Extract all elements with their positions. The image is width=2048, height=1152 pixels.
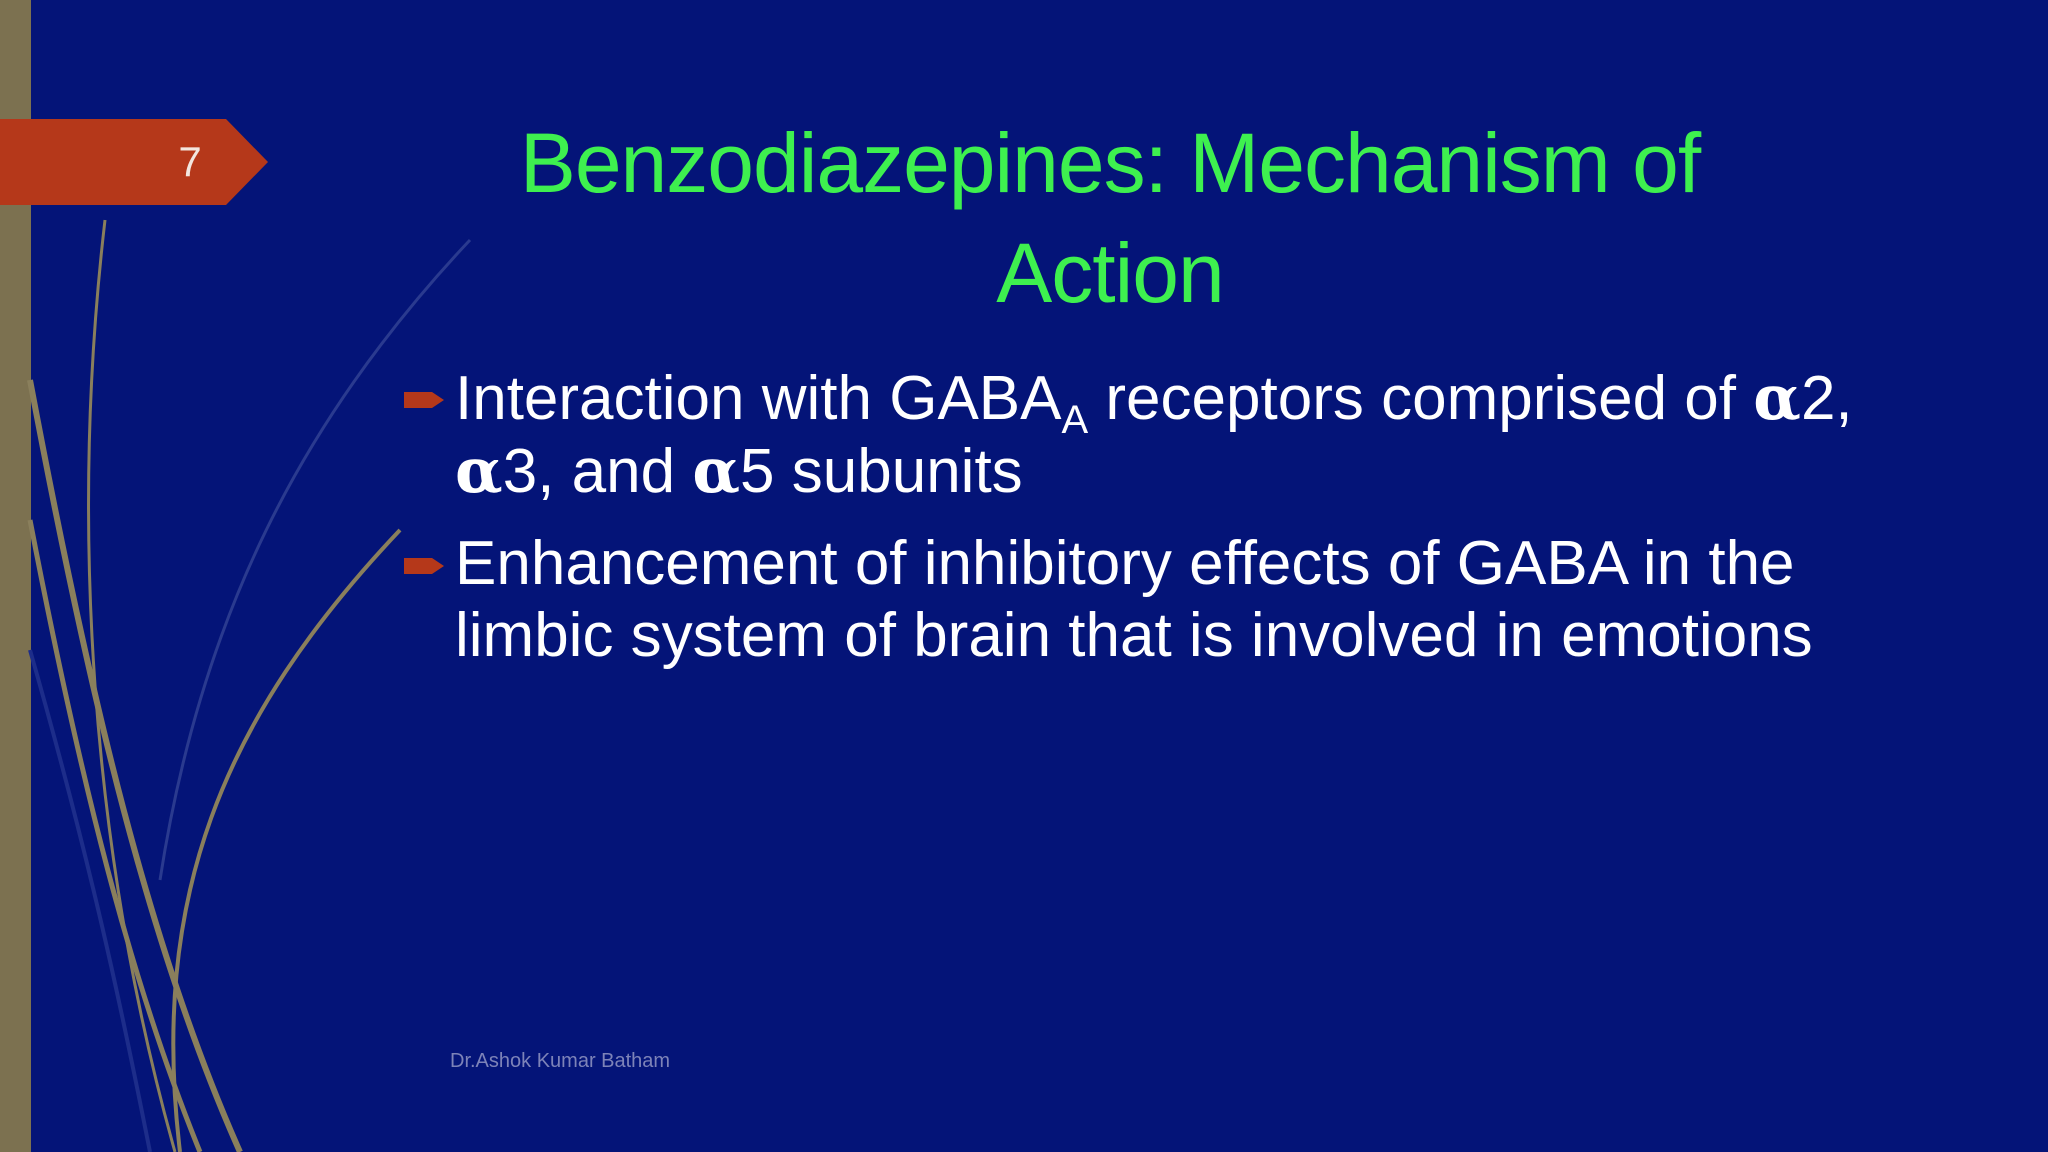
bullet-text-part: 3, and [502,437,693,506]
bullet-text: Enhancement of inhibitory effects of GABA in the limbic system of brain that is involved in emotions [455,529,1813,670]
arrow-bullet-icon [402,388,448,412]
bullet-list [400,362,1860,692]
bullet-text-part: 5 subunits [740,437,1023,506]
slide-title: Benzodiazepines: Mechanism of Action [519,116,1701,320]
bullet-text-mid: receptors comprised of [1088,364,1754,433]
footer-author: Dr.Ashok Kumar Batham [450,1050,671,1072]
bullet-item [400,362,1860,508]
bullet-text-part: 2, [1800,364,1853,433]
alpha-symbol: α [692,434,741,507]
alpha-symbol: α [1753,361,1801,434]
bullet-text-prefix: Interaction with GABA [455,364,1062,433]
bullet-item [400,528,1860,672]
bullet-subscript: A [1061,398,1089,442]
arrow-bullet-icon [402,554,448,578]
page-number: 7 [178,138,202,185]
alpha-symbol: α [455,434,503,507]
